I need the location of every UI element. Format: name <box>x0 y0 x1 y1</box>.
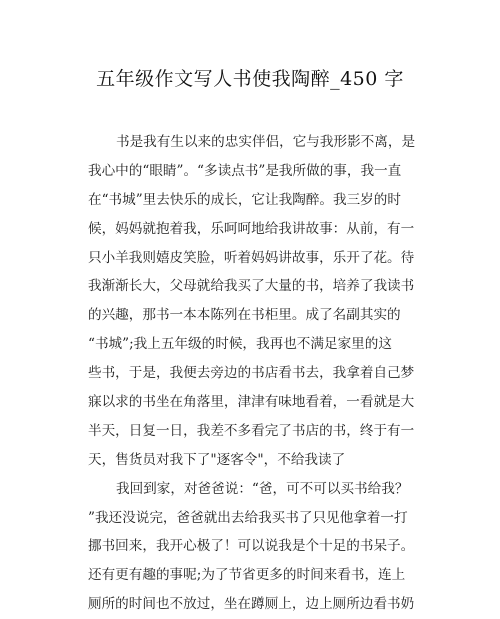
paragraph-line: 我回到家，对爸爸说：“爸，可不可以买书给我？ <box>116 480 409 497</box>
paragraph-line: 的兴趣，那书一本本陈列在书柜里。成了名副其实的 <box>88 307 401 324</box>
paragraph-line: 挪书回来，我开心极了！可以说我是个十足的书呆子。 <box>88 538 415 555</box>
paragraph-line: 半天，日复一日，我差不多看完了书店的书，终于有一 <box>88 422 415 439</box>
paragraph-line: “书城”;我上五年级的时候，我再也不满足家里的这 <box>88 336 392 353</box>
paragraph-line: 书是我有生以来的忠实伴侣，它与我形影不离，是 <box>116 134 416 150</box>
paragraph-line: 些书，于是，我便去旁边的书店看书去，我拿着自己梦 <box>88 365 415 382</box>
paragraph-line: 天，售货员对我下了"逐客令"，不给我读了 <box>88 451 346 468</box>
paragraph-line: 在“书城”里去快乐的成长，它让我陶醉。我三岁的时 <box>88 191 401 208</box>
paragraph-line: ”我还没说完，爸爸就出去给我买书了只见他拿着一打 <box>88 509 408 526</box>
paragraph-line: 候，妈妈就抱着我，乐呵呵地给我讲故事：从前，有一 <box>88 220 415 237</box>
article-body <box>88 128 416 619</box>
paragraph-line: 寐以求的书坐在角落里，津津有味地看着，一看就是大 <box>88 394 415 411</box>
paragraph-line: 我渐渐长大，父母就给我买了大量的书，培养了我读书 <box>88 278 415 295</box>
page-title: 五年级作文写人书使我陶醉_450 字 <box>96 68 404 90</box>
paragraph-line: 我心中的“眼睛”。“多读点书”是我所做的事，我一直 <box>88 162 402 179</box>
paragraph-line: 还有更有趣的事呢;为了节省更多的时间来看书，连上 <box>88 567 406 584</box>
paragraph-line: 厕所的时间也不放过，坐在蹲厕上，边上厕所边看书奶 <box>88 596 415 613</box>
paragraph-line: 只小羊我则嬉皮笑脸，听着妈妈讲故事，乐开了花。待 <box>88 249 415 266</box>
